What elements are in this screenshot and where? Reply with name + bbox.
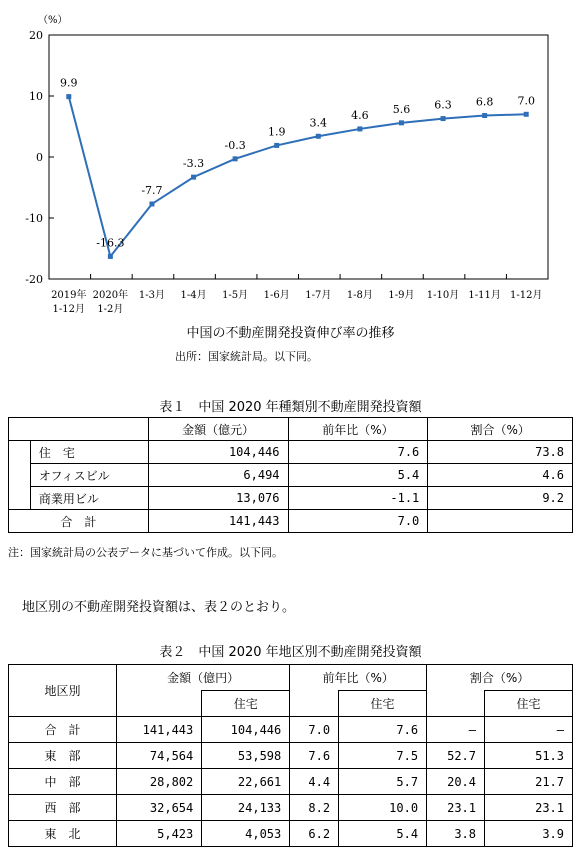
cell: 5.4	[339, 821, 427, 847]
cell-yoy: -1.1	[288, 487, 428, 510]
x-tick-label: 1-11月	[468, 290, 501, 301]
header-yoy: 前年比（%）	[290, 665, 427, 691]
cell: 7.5	[339, 743, 427, 769]
row-label: 商業用ビル	[30, 487, 148, 510]
cell: 53,598	[202, 743, 290, 769]
x-tick-label: 1-12月	[52, 304, 86, 315]
x-tick-label: 1-7月	[305, 290, 332, 301]
table2-title: 表２ 中国 2020 年地区別不動産開発投資額	[159, 645, 422, 660]
cell: 7.6	[290, 743, 339, 769]
series-line	[69, 97, 526, 257]
cell: 23.1	[485, 795, 573, 821]
y-tick-label: 10	[29, 90, 43, 103]
table2	[8, 664, 573, 847]
cell: 24,133	[202, 795, 290, 821]
data-label: -3.3	[182, 157, 205, 171]
cell-amount: 6,494	[148, 464, 288, 487]
cell-yoy: 7.6	[288, 441, 428, 464]
table1-header-yoy: 前年比（%）	[288, 418, 428, 441]
cell: 141,443	[117, 717, 202, 743]
cell-yoy: 5.4	[288, 464, 428, 487]
data-point	[441, 116, 446, 121]
cell: 7.6	[339, 717, 427, 743]
total-label: 合 計	[9, 510, 149, 533]
cell: 23.1	[427, 795, 485, 821]
cell-share: 73.8	[428, 441, 573, 464]
data-label: 1.9	[267, 125, 286, 139]
data-point	[274, 143, 279, 148]
cell: 4,053	[202, 821, 290, 847]
row-label: 住 宅	[30, 441, 148, 464]
cell: 3.9	[485, 821, 573, 847]
data-label: 6.3	[434, 98, 452, 112]
chart-source: 出所：国家統計局。以下同。	[175, 350, 318, 363]
table1-header-amount: 金額（億元）	[148, 418, 288, 441]
cell: –	[485, 717, 573, 743]
table-row	[9, 487, 573, 510]
y-axis-label: （%）	[38, 15, 68, 26]
cell: 74,564	[117, 743, 202, 769]
data-label: 7.0	[517, 94, 535, 108]
table1-header-share: 割合（%）	[428, 418, 573, 441]
data-point	[66, 94, 71, 99]
total-share	[428, 510, 573, 533]
data-point	[108, 254, 113, 259]
data-label: 6.8	[475, 95, 494, 109]
y-tick-label: 0	[36, 151, 43, 164]
cell: 52.7	[427, 743, 485, 769]
x-tick-label: 1-5月	[222, 290, 249, 301]
cell: 21.7	[485, 769, 573, 795]
cell: 104,446	[202, 717, 290, 743]
cell: 5,423	[117, 821, 202, 847]
x-tick-label: 1-3月	[138, 290, 166, 301]
cell: 5.7	[339, 769, 427, 795]
data-label: 5.6	[392, 102, 411, 116]
x-tick-label: 2019年	[51, 290, 87, 301]
x-tick-label: 1-2月	[97, 304, 124, 315]
table-row	[9, 795, 573, 821]
cell: 32,654	[117, 795, 202, 821]
cell-amount: 13,076	[148, 487, 288, 510]
table-row	[9, 769, 573, 795]
x-tick-label: 1-9月	[388, 290, 415, 301]
header-region: 地区別	[9, 665, 117, 717]
y-tick-label: 20	[29, 29, 43, 42]
table-row	[9, 821, 573, 847]
row-label: 西 部	[9, 795, 117, 821]
table1-header-row	[9, 418, 573, 441]
table1-title: 表１ 中国 2020 年種類別不動産開発投資額	[159, 400, 422, 415]
table-row	[9, 464, 573, 487]
body-paragraph: 地区別の不動産開発投資額は、表２のとおり。	[22, 600, 296, 615]
table-row	[9, 717, 573, 743]
row-label: 東 部	[9, 743, 117, 769]
data-point	[191, 175, 196, 180]
cell: 8.2	[290, 795, 339, 821]
header-amount: 金額（億円）	[117, 665, 290, 691]
table1-total-row	[9, 510, 573, 533]
total-amount: 141,443	[148, 510, 288, 533]
cell-amount: 104,446	[148, 441, 288, 464]
subheader-housing: 住宅	[485, 691, 573, 717]
cell: 20.4	[427, 769, 485, 795]
x-tick-label: 1-8月	[346, 290, 373, 301]
cell: 51.3	[485, 743, 573, 769]
table-row	[9, 743, 573, 769]
cell: 7.0	[290, 717, 339, 743]
row-label: 中 部	[9, 769, 117, 795]
y-tick-label: -10	[25, 212, 43, 225]
data-point	[399, 120, 404, 125]
header-share: 割合（%）	[427, 665, 573, 691]
chart-title: 中国の不動産開発投資伸び率の推移	[186, 326, 395, 341]
table-note: 注：国家統計局の公表データに基づいて作成。以下同。	[8, 546, 283, 559]
data-point	[233, 156, 238, 161]
data-point	[149, 201, 154, 206]
row-label: 東 北	[9, 821, 117, 847]
x-tick-label: 1-10月	[426, 290, 460, 301]
x-tick-label: 1-6月	[263, 290, 290, 301]
cell: 10.0	[339, 795, 427, 821]
table1	[8, 417, 573, 533]
subheader-housing: 住宅	[339, 691, 427, 717]
data-label: -0.3	[224, 138, 246, 152]
row-label: オフィスビル	[30, 464, 148, 487]
data-label: 9.9	[60, 76, 78, 90]
x-tick-label: 1-4月	[180, 290, 207, 301]
subheader-housing: 住宅	[202, 691, 290, 717]
data-label: -16.3	[96, 236, 125, 250]
table-row	[9, 441, 573, 464]
table2-header-row	[9, 665, 573, 691]
data-label: 3.4	[309, 116, 328, 130]
data-point	[357, 126, 362, 131]
total-yoy: 7.0	[288, 510, 428, 533]
x-tick-label: 2020年	[92, 290, 129, 301]
table1-header-blank	[9, 418, 149, 441]
cell: 3.8	[427, 821, 485, 847]
cell: –	[427, 717, 485, 743]
data-point	[524, 112, 529, 117]
y-tick-label: -20	[25, 273, 43, 286]
cell: 22,661	[202, 769, 290, 795]
cell-share: 9.2	[428, 487, 573, 510]
data-point	[316, 134, 321, 139]
cell-share: 4.6	[428, 464, 573, 487]
line-chart	[0, 0, 581, 320]
row-label: 合 計	[9, 717, 117, 743]
cell: 28,802	[117, 769, 202, 795]
data-label: 4.6	[351, 108, 369, 122]
cell: 6.2	[290, 821, 339, 847]
x-tick-label: 1-12月	[509, 290, 543, 301]
data-label: -7.7	[141, 183, 163, 197]
data-point	[482, 113, 487, 118]
cell: 4.4	[290, 769, 339, 795]
